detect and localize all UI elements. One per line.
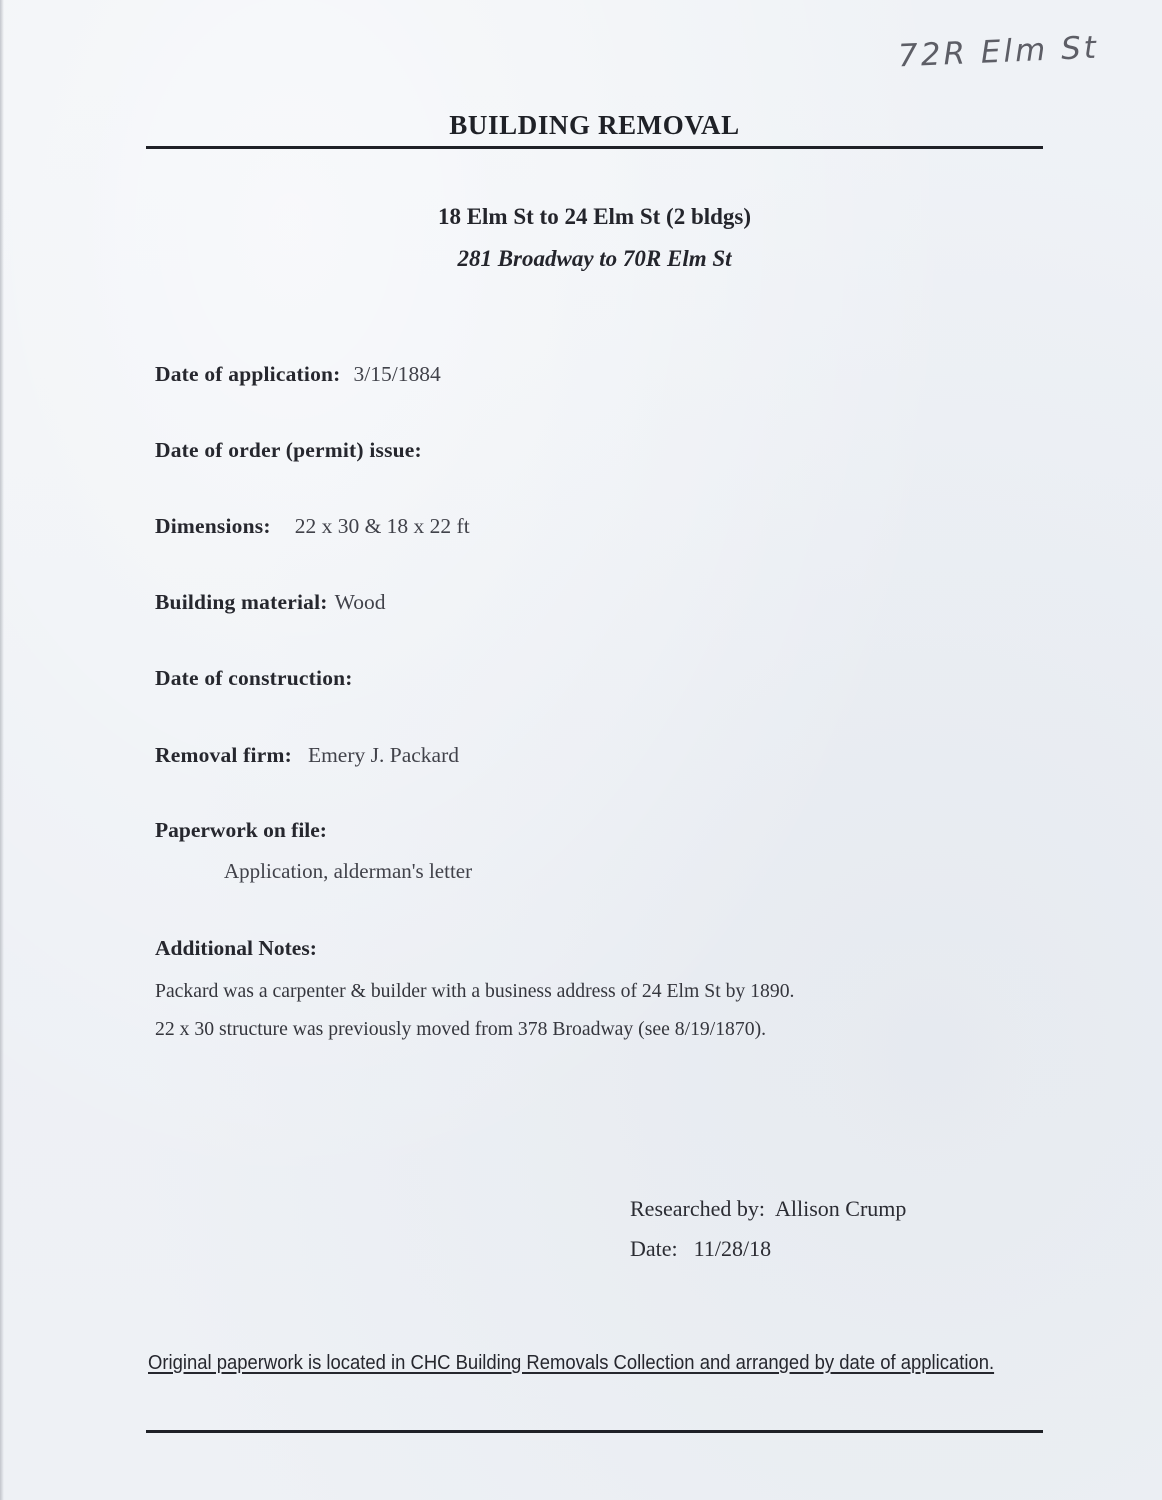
field-label: Dimensions: bbox=[155, 514, 271, 538]
field-removal-firm bbox=[155, 743, 459, 768]
field-label: Building material: bbox=[155, 590, 328, 614]
scan-edge-shadow bbox=[0, 0, 4, 1500]
field-value: Wood bbox=[334, 590, 386, 614]
field-date-of-order bbox=[155, 438, 435, 463]
field-label: Date of application: bbox=[155, 362, 341, 386]
footer-archive-note: Original paperwork is located in CHC Building Removals Collection and arranged by date of application. bbox=[148, 1351, 995, 1374]
paperwork-on-file-item: Application, alderman's letter bbox=[224, 859, 473, 883]
researched-by-value: Allison Crump bbox=[775, 1196, 907, 1221]
field-label: Removal firm: bbox=[155, 743, 292, 767]
research-date-value: 11/28/18 bbox=[693, 1236, 772, 1261]
additional-notes-label: Additional Notes: bbox=[155, 936, 317, 960]
field-dimensions bbox=[155, 514, 470, 539]
address-line-buildings: 18 Elm St to 24 Elm St (2 bldgs) bbox=[437, 204, 752, 229]
field-value: Emery J. Packard bbox=[307, 743, 459, 767]
additional-notes-line: 22 x 30 structure was previously moved from 378 Broadway (see 8/19/1870). bbox=[155, 1018, 767, 1040]
research-date-label: Date: bbox=[630, 1236, 678, 1261]
title-divider-rule bbox=[146, 146, 1043, 149]
field-date-of-application bbox=[155, 362, 441, 387]
paperwork-on-file-label: Paperwork on file: bbox=[155, 818, 327, 842]
field-building-material bbox=[155, 590, 385, 615]
page-title: BUILDING REMOVAL bbox=[449, 110, 740, 140]
research-date-row bbox=[630, 1236, 771, 1262]
field-label: Date of construction: bbox=[155, 666, 353, 690]
address-line-move-route: 281 Broadway to 70R Elm St bbox=[457, 246, 732, 271]
field-value: 3/15/1884 bbox=[353, 362, 441, 386]
handwritten-note: 72R Elm St bbox=[897, 29, 1100, 75]
researched-by-label: Researched by: bbox=[630, 1196, 765, 1221]
field-value: 22 x 30 & 18 x 22 ft bbox=[294, 514, 470, 538]
field-date-of-construction bbox=[155, 666, 366, 691]
bottom-divider-rule bbox=[146, 1430, 1043, 1433]
field-label: Date of order (permit) issue: bbox=[155, 438, 422, 462]
additional-notes-line: Packard was a carpenter & builder with a business address of 24 Elm St by 1890. bbox=[155, 980, 795, 1002]
researched-by-row bbox=[630, 1196, 906, 1222]
